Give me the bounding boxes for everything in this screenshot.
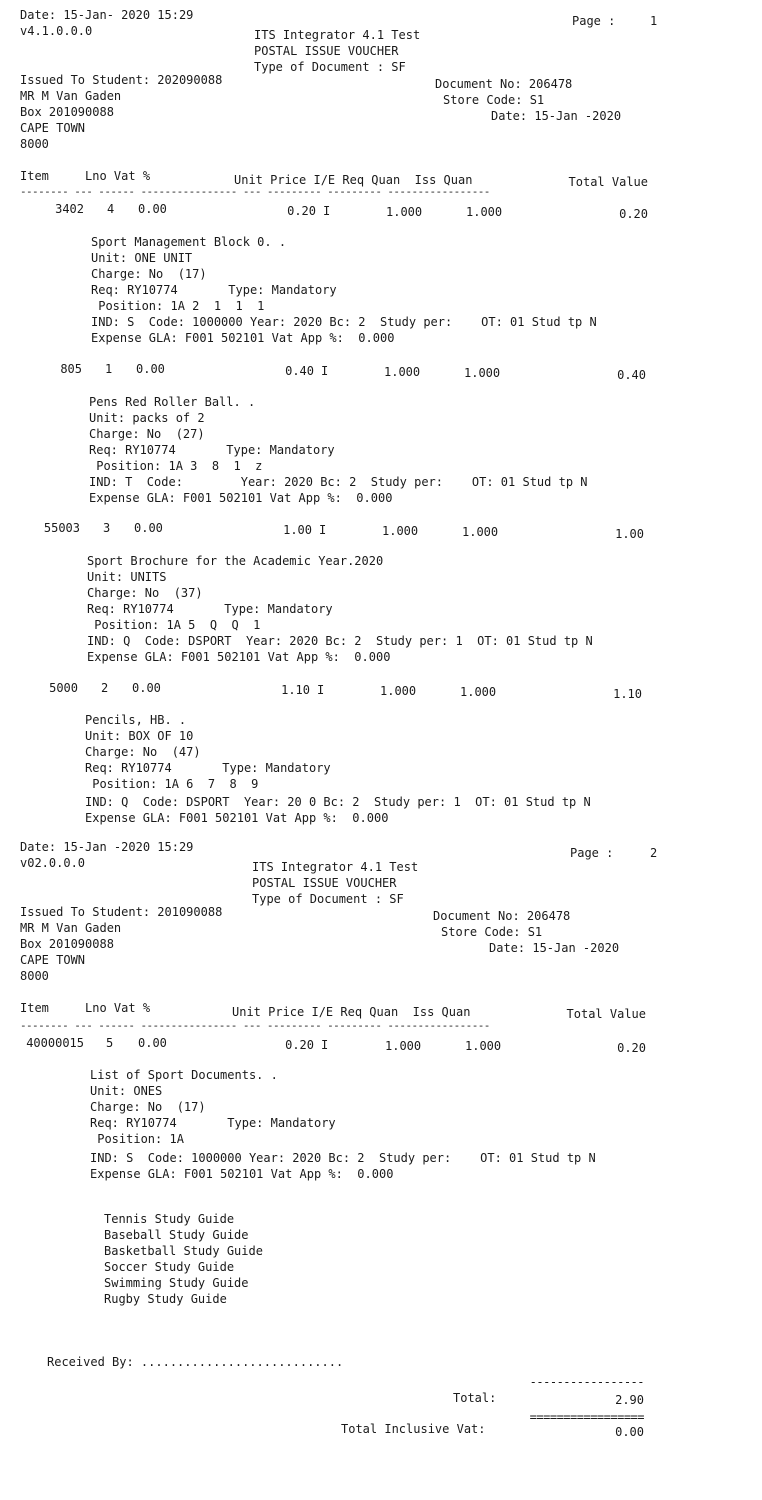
report-subtitle: POSTAL ISSUE VOUCHER xyxy=(254,44,399,58)
line-number: 4 xyxy=(107,202,115,216)
item-ind-code: IND: S Code: 1000000 Year: 2020 Bc: 2 Study per: OT: 01 Stud tp N xyxy=(90,1151,596,1165)
list-item: Soccer Study Guide xyxy=(104,1260,235,1274)
ie-flag: I xyxy=(319,523,327,537)
item-charge: Charge: No (17) xyxy=(91,267,207,281)
store-code: Store Code: S1 xyxy=(441,925,543,939)
total-amount: 2.90 xyxy=(615,1393,644,1407)
item-position: Position: 1A 2 1 1 1 xyxy=(91,299,265,313)
list-item: Baseball Study Guide xyxy=(104,1228,249,1242)
recipient-name: MR M Van Gaden xyxy=(20,921,122,935)
inclusive-vat-label: Total Inclusive Vat: xyxy=(341,1422,486,1436)
recipient-box: Box 201090088 xyxy=(20,937,114,951)
document-number: Document No: 206478 xyxy=(435,77,573,91)
version: v02.0.0.0 xyxy=(20,856,86,870)
item-code: 3402 xyxy=(55,202,84,216)
item-unit: Unit: ONE UNIT xyxy=(91,251,193,265)
item-requisition: Req: RY10774 Type: Mandatory xyxy=(87,602,333,616)
item-charge: Charge: No (17) xyxy=(90,1100,206,1114)
item-ind-code: IND: S Code: 1000000 Year: 2020 Bc: 2 Study per: OT: 01 Stud tp N xyxy=(91,315,597,329)
document-type: Type of Document : SF xyxy=(254,60,406,74)
item-position: Position: 1A 3 8 1 z xyxy=(89,459,263,473)
page-label: Page : xyxy=(570,846,614,860)
item-unit: Unit: BOX OF 10 xyxy=(85,729,194,743)
report-title: ITS Integrator 4.1 Test xyxy=(252,860,419,874)
document-type: Type of Document : SF xyxy=(252,892,404,906)
req-quantity: 1.000 xyxy=(386,205,423,219)
item-description: Sport Brochure for the Academic Year.2020 xyxy=(87,554,384,568)
vat-percent: 0.00 xyxy=(136,362,165,376)
req-quantity: 1.000 xyxy=(382,524,419,538)
line-number: 5 xyxy=(106,1036,114,1050)
total-value: 0.20 xyxy=(619,207,648,221)
item-code: 805 xyxy=(60,362,82,376)
column-header-mid: Unit Price I/E Req Quan Iss Quan xyxy=(232,1005,471,1019)
issued-to: Issued To Student: 201090088 xyxy=(20,905,223,919)
total-label: Total: xyxy=(453,1391,497,1405)
item-ind-code: IND: T Code: Year: 2020 Bc: 2 Study per: OT: 01 Stud tp N xyxy=(89,475,588,489)
list-item: Rugby Study Guide xyxy=(104,1292,227,1306)
item-expense-gla: Expense GLA: F001 502101 Vat App %: 0.000 xyxy=(89,491,393,505)
item-expense-gla: Expense GLA: F001 502101 Vat App %: 0.000 xyxy=(90,1167,394,1181)
total-value: 1.00 xyxy=(615,527,644,541)
item-charge: Charge: No (27) xyxy=(89,427,205,441)
recipient-city: CAPE TOWN xyxy=(20,953,86,967)
issued-to: Issued To Student: 202090088 xyxy=(20,73,223,87)
item-charge: Charge: No (47) xyxy=(85,745,201,759)
page-label: Page : xyxy=(572,14,616,28)
print-date: Date: 15-Jan -2020 15:29 xyxy=(20,840,194,854)
header-separator: -------- --- ------ ---------------- --- --------- --------- ----------------- xyxy=(20,185,490,198)
item-charge: Charge: No (37) xyxy=(87,586,203,600)
recipient-postcode: 8000 xyxy=(20,137,49,151)
item-requisition: Req: RY10774 Type: Mandatory xyxy=(85,761,331,775)
recipient-postcode: 8000 xyxy=(20,969,49,983)
req-quantity: 1.000 xyxy=(380,684,417,698)
vat-percent: 0.00 xyxy=(138,202,167,216)
item-unit: Unit: UNITS xyxy=(87,570,167,584)
page-number: 1 xyxy=(650,14,658,28)
vat-percent: 0.00 xyxy=(138,1036,167,1050)
recipient-box: Box 201090088 xyxy=(20,105,114,119)
item-description: List of Sport Documents. . xyxy=(90,1068,278,1082)
vat-percent: 0.00 xyxy=(132,681,161,695)
print-date: Date: 15-Jan- 2020 15:29 xyxy=(20,8,194,22)
req-quantity: 1.000 xyxy=(384,365,421,379)
line-number: 2 xyxy=(101,681,109,695)
item-requisition: Req: RY10774 Type: Mandatory xyxy=(89,443,335,457)
item-expense-gla: Expense GLA: F001 502101 Vat App %: 0.000 xyxy=(91,331,395,345)
unit-price: 0.40 xyxy=(285,364,314,378)
item-code: 40000015 xyxy=(26,1036,84,1050)
store-code: Store Code: S1 xyxy=(443,93,545,107)
column-header-total: Total Value xyxy=(568,175,648,189)
total-value: 0.20 xyxy=(617,1041,646,1055)
version: v4.1.0.0.0 xyxy=(20,24,93,38)
item-position: Position: 1A xyxy=(90,1132,184,1146)
iss-quantity: 1.000 xyxy=(460,685,497,699)
item-unit: Unit: packs of 2 xyxy=(89,411,205,425)
item-description: Pencils, HB. . xyxy=(85,713,187,727)
report-subtitle: POSTAL ISSUE VOUCHER xyxy=(252,876,397,890)
ie-flag: I xyxy=(317,683,325,697)
item-position: Position: 1A 5 Q Q 1 xyxy=(87,618,261,632)
document-date: Date: 15-Jan -2020 xyxy=(489,941,620,955)
iss-quantity: 1.000 xyxy=(464,366,501,380)
total-dash-line: ----------------- xyxy=(529,1375,644,1389)
recipient-name: MR M Van Gaden xyxy=(20,89,122,103)
item-expense-gla: Expense GLA: F001 502101 Vat App %: 0.000 xyxy=(87,650,391,664)
unit-price: 1.00 xyxy=(283,523,312,537)
ie-flag: I xyxy=(321,364,329,378)
column-header-left: Item Lno Vat % xyxy=(20,169,151,183)
line-number: 3 xyxy=(103,521,111,535)
iss-quantity: 1.000 xyxy=(462,525,499,539)
total-equals-line: ================= xyxy=(529,1410,644,1424)
item-unit: Unit: ONES xyxy=(90,1084,163,1098)
item-description: Pens Red Roller Ball. . xyxy=(89,395,256,409)
unit-price: 1.10 xyxy=(281,683,310,697)
ie-flag: I xyxy=(323,204,331,218)
unit-price: 0.20 xyxy=(285,1038,314,1052)
page-number: 2 xyxy=(650,846,658,860)
list-item: Tennis Study Guide xyxy=(104,1212,235,1226)
list-item: Swimming Study Guide xyxy=(104,1276,249,1290)
line-number: 1 xyxy=(105,362,113,376)
total-value: 0.40 xyxy=(617,368,646,382)
list-item: Basketball Study Guide xyxy=(104,1244,263,1258)
req-quantity: 1.000 xyxy=(385,1039,422,1053)
item-position: Position: 1A 6 7 8 9 xyxy=(85,777,259,791)
column-header-total: Total Value xyxy=(566,1007,646,1021)
item-description: Sport Management Block 0. . xyxy=(91,235,287,249)
item-expense-gla: Expense GLA: F001 502101 Vat App %: 0.000 xyxy=(85,811,389,825)
header-separator: -------- --- ------ ---------------- --- --------- --------- ----------------- xyxy=(20,1019,490,1032)
report-title: ITS Integrator 4.1 Test xyxy=(254,28,421,42)
recipient-city: CAPE TOWN xyxy=(20,121,86,135)
vat-percent: 0.00 xyxy=(134,521,163,535)
column-header-left: Item Lno Vat % xyxy=(20,1001,151,1015)
item-requisition: Req: RY10774 Type: Mandatory xyxy=(91,283,337,297)
unit-price: 0.20 xyxy=(287,204,316,218)
item-code: 55003 xyxy=(43,521,80,535)
column-header-mid: Unit Price I/E Req Quan Iss Quan xyxy=(234,173,473,187)
document-number: Document No: 206478 xyxy=(433,909,571,923)
received-by: Received By: ............................ xyxy=(47,1355,344,1369)
item-ind-code: IND: Q Code: DSPORT Year: 20 0 Bc: 2 Study per: 1 OT: 01 Stud tp N xyxy=(85,795,591,809)
iss-quantity: 1.000 xyxy=(466,205,503,219)
item-ind-code: IND: Q Code: DSPORT Year: 2020 Bc: 2 Study per: 1 OT: 01 Stud tp N xyxy=(87,634,593,648)
item-code: 5000 xyxy=(49,681,78,695)
inclusive-vat-amount: 0.00 xyxy=(615,1425,644,1439)
total-value: 1.10 xyxy=(613,687,642,701)
item-requisition: Req: RY10774 Type: Mandatory xyxy=(90,1116,336,1130)
document-date: Date: 15-Jan -2020 xyxy=(491,109,622,123)
iss-quantity: 1.000 xyxy=(465,1039,502,1053)
ie-flag: I xyxy=(321,1038,329,1052)
